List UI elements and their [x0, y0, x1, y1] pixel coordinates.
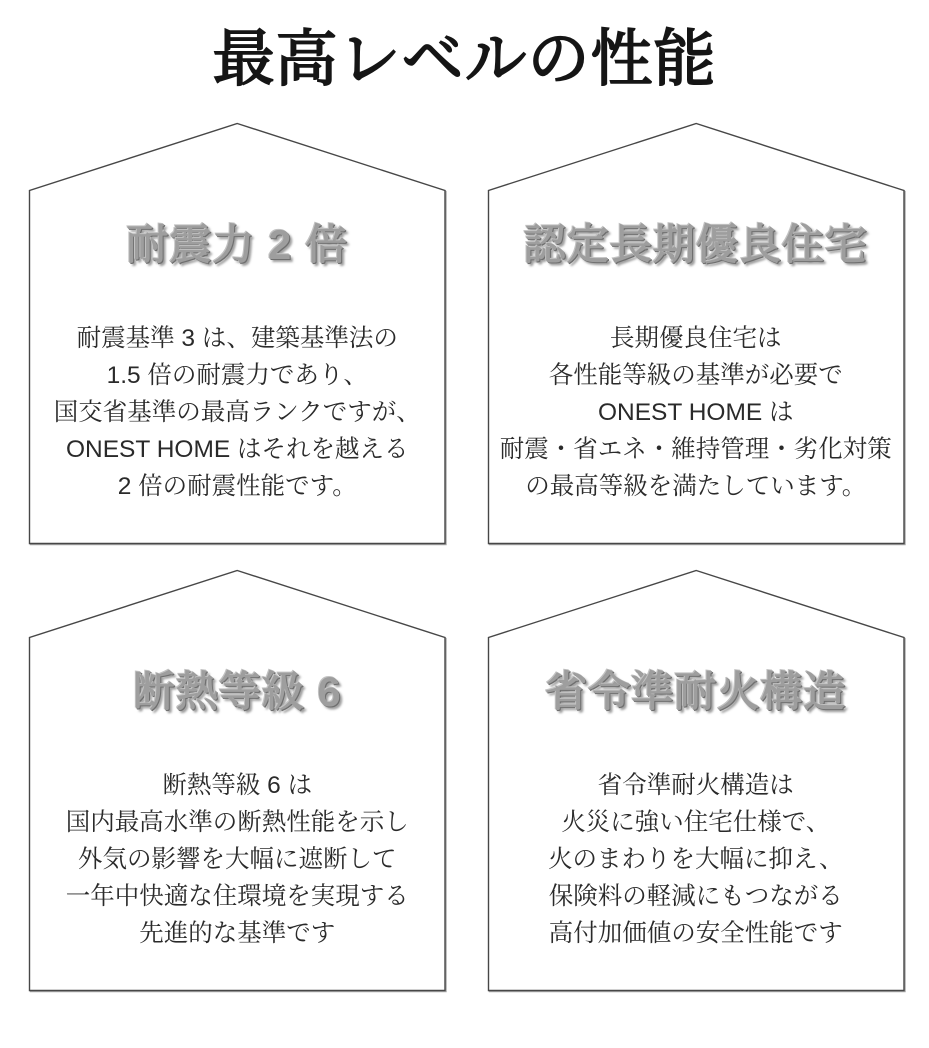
feature-text-line: ONEST HOME は — [597, 399, 794, 426]
feature-text-line: 先進的な基準です — [139, 920, 336, 947]
feature-text-line: 火災に強い住宅仕様で、 — [561, 809, 831, 836]
feature-card-content — [28, 122, 447, 505]
feature-text-line: 一年中快適な住環境を実現する — [65, 883, 409, 910]
feature-text-line: 国交省基準の最高ランクですが、 — [53, 399, 421, 426]
feature-text-line: 国内最高水準の断熱性能を示し — [65, 809, 409, 836]
feature-heading: 断熱等級 6 — [132, 668, 342, 715]
feature-card-seismic — [28, 122, 447, 545]
feature-text-line: 断熱等級 6 は — [162, 772, 313, 799]
page-title: 最高レベルの性能 — [212, 25, 717, 94]
feature-grid — [0, 122, 929, 992]
feature-text-line: 2 倍の耐震性能です。 — [117, 473, 357, 500]
feature-card-certified-housing — [487, 122, 906, 545]
feature-heading: 省令準耐火構造 — [545, 668, 847, 715]
feature-text-line: 省令準耐火構造は — [597, 772, 794, 799]
feature-text-line: 耐震・省エネ・維持管理・劣化対策 — [499, 436, 892, 463]
feature-text-line: 高付加価値の安全性能です — [548, 920, 843, 947]
feature-card-content — [28, 569, 447, 952]
feature-card-insulation — [28, 569, 447, 992]
feature-body — [487, 767, 906, 952]
feature-text-line: 耐震基準 3 は、建築基準法の — [76, 325, 398, 352]
feature-text-line: ONEST HOME はそれを越える — [65, 436, 409, 463]
feature-body — [487, 320, 906, 505]
feature-card-fireproof — [487, 569, 906, 992]
feature-heading: 耐震力 2 倍 — [126, 221, 349, 268]
feature-text-line: 外気の影響を大幅に遮断して — [78, 846, 397, 873]
feature-body — [28, 320, 447, 505]
feature-text-line: の最高等級を満たしています。 — [525, 473, 867, 500]
feature-text-line: 保険料の軽減にもつながる — [548, 883, 843, 910]
performance-infographic — [0, 24, 929, 1048]
feature-card-content — [487, 569, 906, 952]
feature-text-line: 各性能等級の基準が必要で — [548, 362, 843, 389]
feature-text-line: 火のまわりを大幅に抑え、 — [548, 846, 844, 873]
feature-text-line: 長期優良住宅は — [610, 325, 782, 352]
feature-heading: 認定長期優良住宅 — [523, 221, 868, 268]
feature-text-line: 1.5 倍の耐震力であり、 — [106, 362, 368, 389]
feature-card-content — [487, 122, 906, 505]
feature-body — [28, 767, 447, 952]
